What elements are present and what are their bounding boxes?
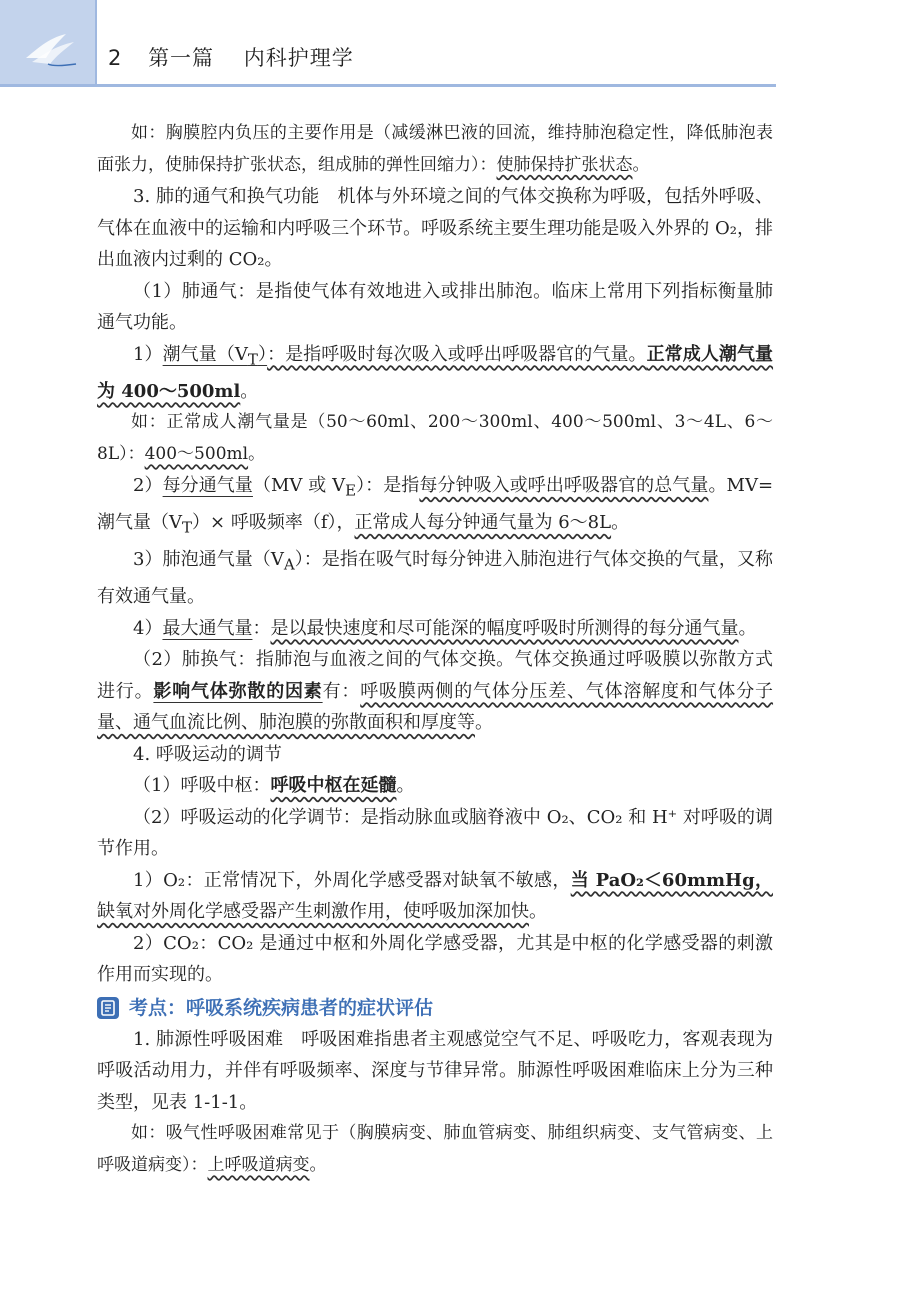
example-question: 如：胸膜腔内负压的主要作用是（减缓淋巴液的回流，维持肺泡稳定性，降低肺泡表面张力，使肺保持扩张状态，组成肺的弹性回缩力）：使肺保持扩张状态。	[97, 123, 773, 175]
list-item: （1）呼吸中枢：呼吸中枢在延髓。	[133, 775, 415, 797]
winged-logo-icon	[22, 28, 82, 72]
list-item: 2）CO₂：CO₂ 是通过中枢和外周化学感受器，尤其是中枢的化学感受器的刺激作用而实现的。	[97, 932, 773, 986]
key-point-icon	[97, 997, 119, 1019]
paragraph: （2）肺换气：指肺泡与血液之间的气体交换。气体交换通过呼吸膜以弥散方式进行。影响气体弥散的因素有：呼吸膜两侧的气体分压差、气体溶解度和气体分子量、通气血流比例、肺泡膜的弥散面积和厚度等。	[97, 649, 774, 734]
list-item: 1）O₂：正常情况下，外周化学感受器对缺氧不敏感，当 PaO₂＜60mmHg，缺氧对外周化学感受器产生刺激作用，使呼吸加深加快。	[97, 869, 773, 923]
section-heading: 4. 呼吸运动的调节	[133, 743, 282, 765]
answer-highlight: 使肺保持扩张状态	[496, 154, 633, 175]
answer-highlight: 400～500ml	[144, 443, 249, 464]
part-label: 第一篇	[148, 46, 215, 70]
key-point-title: 考点：呼吸系统疾病患者的症状评估	[129, 996, 434, 1019]
paragraph: （2）呼吸运动的化学调节：是指动脉血或脑脊液中 O₂、CO₂ 和 H⁺ 对呼吸的调节作用。	[97, 806, 773, 860]
header-divider	[95, 0, 97, 87]
list-item: 3）肺泡通气量$(V_A)$：是指在吸气时每分钟进入肺泡进行气体交换的气量，又称有效通气量。	[97, 549, 773, 608]
chapter-title: 内科护理学	[243, 46, 354, 70]
list-item: 2）每分通气量（MV 或 $V_E$）：是指每分钟吸入或呼出呼吸器官的总气量。MV=潮气量$(V_T)\times$ 呼吸频率（f），正常成人每分钟通气量为 6～8L。	[97, 475, 774, 537]
paragraph: 1. 肺源性呼吸困难 呼吸困难指患者主观感觉空气不足、呼吸吃力，客观表现为呼吸活动用力，并伴有呼吸频率、深度与节律异常。肺源性呼吸困难临床上分为三种类型，见表 1-1-1。	[97, 1028, 773, 1113]
list-item: 1）潮气量$(V_T)$：是指呼吸时每次吸入或呼出呼吸器官的气量。正常成人潮气量为 400～500ml。	[97, 343, 774, 402]
answer-highlight: 上呼吸道病变	[207, 1154, 310, 1175]
list-item: 4）最大通气量：是以最快速度和尽可能深的幅度呼吸时所测得的每分通气量。	[133, 617, 757, 639]
main-text	[97, 118, 773, 1181]
example-question: 如：正常成人潮气量是（50～60ml、200～300ml、400～500ml、3～4L、6～8L）：400～500ml。	[97, 412, 773, 464]
running-header	[108, 42, 354, 72]
header-rule	[0, 84, 776, 87]
page-number: 2	[108, 46, 123, 70]
paragraph: （1）肺通气：是指使气体有效地进入或排出肺泡。临床上常用下列指标衡量肺通气功能。	[97, 280, 773, 333]
example-question: 如：吸气性呼吸困难常见于（胸膜病变、肺血管病变、肺组织病变、支气管病变、上呼吸道病变）：上呼吸道病变。	[97, 1123, 773, 1175]
section-paragraph: 3. 肺的通气和换气功能 机体与外环境之间的气体交换称为呼吸，包括外呼吸、气体在血液中的运输和内呼吸三个环节。呼吸系统主要生理功能是吸入外界的 O₂，排出血液内过剩的 CO₂。	[97, 186, 773, 270]
key-point-heading	[97, 993, 773, 1024]
header-band	[0, 0, 96, 84]
